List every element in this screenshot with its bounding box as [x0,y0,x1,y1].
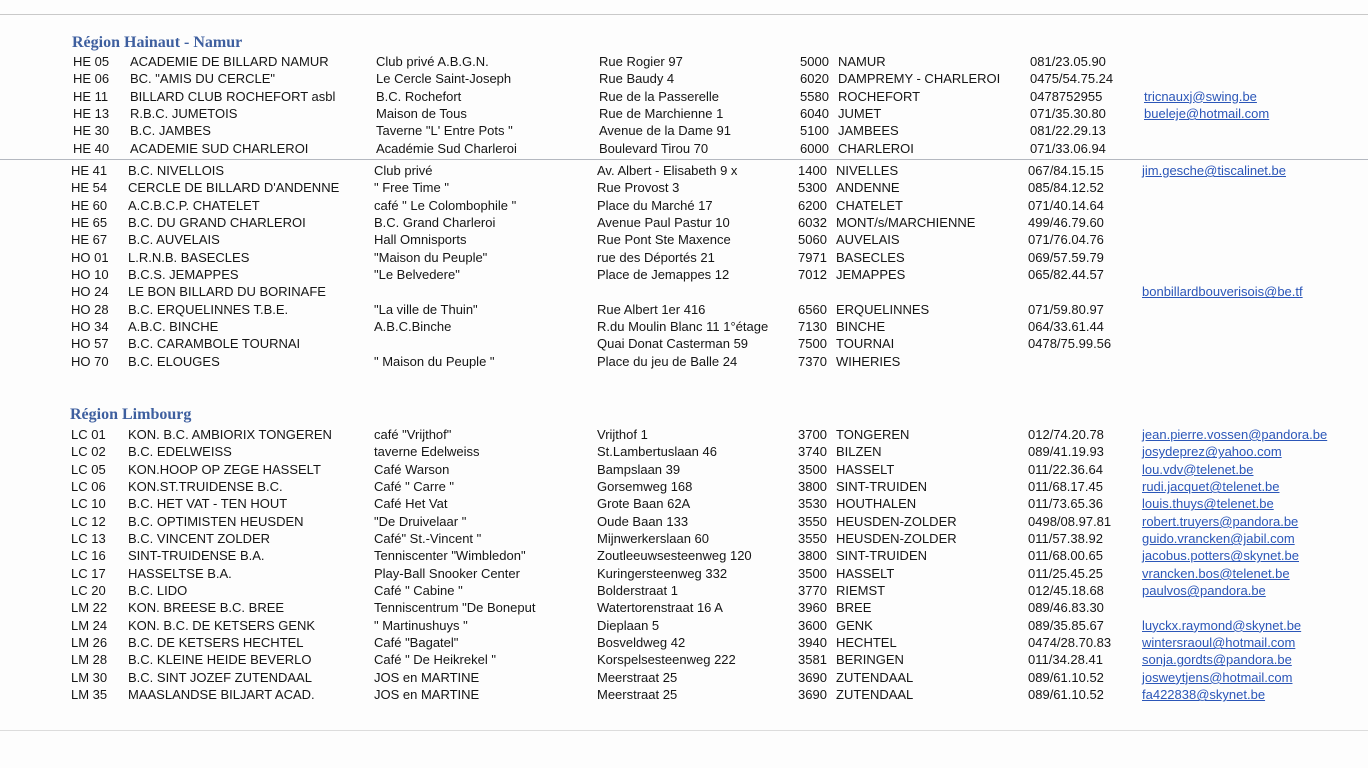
club-street: Place de Jemappes 12 [597,267,730,283]
club-city: ROCHEFORT [838,88,921,104]
club-city: BERINGEN [836,652,904,668]
phone-number: 0478752955 [1030,88,1103,104]
phone-number: 089/35.85.67 [1028,617,1104,633]
club-code: LC 01 [71,427,106,442]
club-name: B.C. JAMBES [130,123,211,139]
club-city: BASECLES [836,249,905,265]
phone-number: 071/35.30.80 [1030,106,1106,122]
club-name: R.B.C. JUMETOIS [130,106,238,122]
postal-code: 3600 [798,617,827,633]
club-street: Oude Baan 133 [597,513,689,529]
club-venue: Café " Carre " [374,479,455,495]
club-venue: B.C. Rochefort [376,88,462,104]
postal-code: 7370 [798,353,827,369]
phone-number: 011/22.36.64 [1028,461,1103,477]
club-street: Kuringersteenweg 332 [597,565,728,581]
club-list-hainaut-namur-part2 [0,162,1368,370]
club-street: Grote Baan 62A [597,496,691,512]
club-city: ZUTENDAAL [836,687,914,703]
club-row [0,179,1368,196]
club-name: KON. B.C. DE KETSERS GENK [128,617,316,633]
club-venue: Tenniscentrum "De Boneput [374,600,536,616]
postal-code: 1400 [798,163,827,178]
postal-code: 3800 [798,548,827,564]
club-street: Rue Albert 1er 416 [597,301,706,317]
club-city: SINT-TRUIDEN [836,479,927,495]
postal-code: 3960 [798,600,827,616]
club-code: LC 17 [71,565,106,581]
club-row [0,426,1368,443]
club-city: DAMPREMY - CHARLEROI [838,71,1001,87]
phone-number: 064/33.61.44 [1028,319,1104,335]
club-street: Gorsemweg 168 [597,479,693,495]
club-city: NAMUR [838,54,886,69]
club-venue: taverne Edelweiss [374,444,480,460]
phone-number: 012/45.18.68 [1028,583,1104,599]
club-row [0,122,1368,139]
club-code: HO 24 [71,284,109,300]
club-city: BILZEN [836,444,882,460]
club-city: JAMBEES [838,123,899,139]
email-link[interactable]: robert.truyers@pandora.be [1142,513,1299,529]
postal-code: 3940 [798,635,827,651]
club-street: Meerstraat 25 [597,687,678,703]
club-row [0,443,1368,460]
postal-code: 7130 [798,319,827,335]
club-street: Avenue de la Dame 91 [599,123,732,139]
postal-code: 6560 [798,301,827,317]
club-code: HE 54 [71,180,108,196]
club-name: B.C. VINCENT ZOLDER [128,531,271,547]
club-street: Bosveldweg 42 [597,635,686,651]
club-row [0,162,1368,179]
club-city: ERQUELINNES [836,301,930,317]
postal-code: 5580 [800,88,829,104]
club-name: B.C. CARAMBOLE TOURNAI [128,336,301,352]
email-link[interactable]: josydeprez@yahoo.com [1142,444,1282,460]
club-street: Place du Marché 17 [597,197,713,213]
club-city: HOUTHALEN [836,496,917,512]
email-link[interactable]: louis.thuys@telenet.be [1142,496,1274,512]
club-venue: Café "Bagatel" [374,635,459,651]
club-row [0,266,1368,283]
club-city: TOURNAI [836,336,895,352]
email-link[interactable]: bonbillardbouverisois@be.tf [1142,284,1303,300]
club-venue: "Maison du Peuple" [374,249,488,265]
club-row [0,301,1368,318]
club-name: BC. "AMIS DU CERCLE" [130,71,276,87]
club-row [0,353,1368,370]
club-code: LC 16 [71,548,106,564]
club-venue: "La ville de Thuin" [374,301,478,317]
club-city: JUMET [838,106,882,122]
club-venue: Café Het Vat [374,496,448,512]
club-row [0,335,1368,352]
club-venue: Hall Omnisports [374,232,467,248]
club-code: HO 70 [71,353,109,369]
club-code: HO 10 [71,267,109,283]
club-street: Rue Pont Ste Maxence [597,232,731,248]
phone-number: 012/74.20.78 [1028,427,1104,442]
club-street: Dieplaan 5 [597,617,660,633]
postal-code: 3550 [798,513,827,529]
club-row [0,197,1368,214]
postal-code: 6020 [800,71,829,87]
club-row [0,318,1368,335]
club-row [0,140,1368,157]
club-row [0,283,1368,300]
phone-number: 011/57.38.92 [1028,531,1103,547]
postal-code: 3700 [798,427,827,442]
club-name: LE BON BILLARD DU BORINAFE [128,284,326,300]
postal-code: 7012 [798,267,827,283]
region-title-limbourg: Région Limbourg [70,406,192,423]
postal-code: 5100 [800,123,829,139]
postal-code: 3500 [798,461,827,477]
club-code: LM 30 [71,669,108,685]
scan-divider [0,159,1368,160]
postal-code: 5060 [798,232,827,248]
phone-number: 011/25.45.25 [1028,565,1103,581]
phone-number: 067/84.15.15 [1028,163,1104,178]
club-name: L.R.N.B. BASECLES [128,249,250,265]
postal-code: 7500 [798,336,827,352]
club-name: KON.HOOP OP ZEGE HASSELT [128,461,321,477]
club-city: GENK [836,617,873,633]
club-row [0,565,1368,582]
club-code: LM 24 [71,617,108,633]
club-code: LC 05 [71,461,106,477]
club-venue: Taverne "L' Entre Pots " [376,123,513,139]
club-code: HO 01 [71,249,109,265]
club-venue: JOS en MARTINE [374,687,480,703]
club-row [0,53,1368,70]
club-row [0,478,1368,495]
club-row [0,88,1368,105]
club-street: St.Lambertuslaan 46 [597,444,717,460]
phone-number: 0475/54.75.24 [1030,71,1114,87]
club-row [0,461,1368,478]
club-name: B.C. KLEINE HEIDE BEVERLO [128,652,312,668]
club-code: HE 11 [73,88,109,104]
club-row [0,495,1368,512]
club-name: HASSELTSE B.A. [128,565,232,581]
postal-code: 6200 [798,197,827,213]
club-city: HASSELT [836,461,895,477]
club-street: Watertorenstraat 16 A [597,600,723,616]
club-name: B.C. DU GRAND CHARLEROI [128,215,306,231]
club-street: Bolderstraat 1 [597,583,678,599]
phone-number: 499/46.79.60 [1028,215,1104,231]
club-code: LC 13 [71,531,106,547]
postal-code: 3800 [798,479,827,495]
club-code: HE 60 [71,197,108,213]
postal-code: 3770 [798,583,827,599]
email-link[interactable]: sonja.gordts@pandora.be [1142,652,1292,668]
phone-number: 0478/75.99.56 [1028,336,1112,352]
club-name: B.C. EDELWEISS [128,444,232,460]
club-venue: " Maison du Peuple " [374,353,495,369]
club-code: LM 26 [71,635,108,651]
postal-code: 3690 [798,669,827,685]
postal-code: 6040 [800,106,829,122]
club-street: rue des Déportés 21 [597,249,715,265]
club-code: LM 35 [71,687,108,703]
phone-number: 065/82.44.57 [1028,267,1104,283]
club-street: Rue Rogier 97 [599,54,683,69]
club-row [0,582,1368,599]
club-code: LM 28 [71,652,108,668]
club-city: ZUTENDAAL [836,669,914,685]
club-venue: " Martinushuys " [374,617,468,633]
club-code: HE 06 [73,71,110,87]
club-city: ANDENNE [836,180,900,196]
phone-number: 071/33.06.94 [1030,140,1106,156]
phone-number: 081/23.05.90 [1030,54,1106,69]
club-street: Meerstraat 25 [597,669,678,685]
club-code: LC 20 [71,583,106,599]
club-name: B.C. HET VAT - TEN HOUT [128,496,288,512]
email-link[interactable]: jim.gesche@tiscalinet.be [1142,163,1286,178]
top-divider [0,14,1368,15]
club-name: B.C. ERQUELINNES T.B.E. [128,301,289,317]
phone-number: 011/68.17.45 [1028,479,1103,495]
email-link[interactable]: lou.vdv@telenet.be [1142,461,1254,477]
club-city: JEMAPPES [836,267,906,283]
club-city: WIHERIES [836,353,901,369]
club-city: CHARLEROI [838,140,914,156]
club-city: MONT/s/MARCHIENNE [836,215,976,231]
club-street: Avenue Paul Pastur 10 [597,215,730,231]
bottom-divider [0,730,1368,731]
club-street: Quai Donat Casterman 59 [597,336,749,352]
email-link[interactable]: fa422838@skynet.be [1142,687,1266,703]
club-street: Zoutleeuwsesteenweg 120 [597,548,752,564]
club-venue: Académie Sud Charleroi [376,140,517,156]
club-venue: JOS en MARTINE [374,669,480,685]
club-name: ACADEMIE DE BILLARD NAMUR [130,54,329,69]
club-name: B.C. OPTIMISTEN HEUSDEN [128,513,304,529]
club-code: LC 02 [71,444,106,460]
club-city: HECHTEL [836,635,897,651]
club-venue: Club privé A.B.G.N. [376,54,489,69]
club-row [0,669,1368,686]
club-row [0,547,1368,564]
club-street: Boulevard Tirou 70 [599,140,709,156]
club-name: B.C.S. JEMAPPES [128,267,239,283]
postal-code: 5000 [800,54,829,69]
club-street: Bampslaan 39 [597,461,681,477]
club-venue: B.C. Grand Charleroi [374,215,496,231]
club-street: Vrijthof 1 [597,427,648,442]
club-venue: Club privé [374,163,433,178]
club-venue: Café Warson [374,461,450,477]
phone-number: 071/59.80.97 [1028,301,1104,317]
club-row [0,214,1368,231]
club-code: HO 28 [71,301,109,317]
club-row [0,686,1368,703]
club-city: SINT-TRUIDEN [836,548,927,564]
club-code: LC 12 [71,513,106,529]
club-name: B.C. AUVELAIS [128,232,220,248]
club-row [0,513,1368,530]
club-venue: Play-Ball Snooker Center [374,565,520,581]
email-link[interactable]: vrancken.bos@telenet.be [1142,565,1290,581]
club-list-hainaut-namur-part1 [0,53,1368,157]
postal-code: 3500 [798,565,827,581]
club-name: B.C. DE KETSERS HECHTEL [128,635,304,651]
postal-code: 6000 [800,140,829,156]
club-venue: A.B.C.Binche [374,319,452,335]
club-venue: café " Le Colombophile " [374,197,517,213]
club-venue: Le Cercle Saint-Joseph [376,71,512,87]
club-code: LM 22 [71,600,108,616]
club-venue: Café" St.-Vincent " [374,531,482,547]
postal-code: 3530 [798,496,827,512]
club-street: Korspelsesteenweg 222 [597,652,736,668]
phone-number: 089/41.19.93 [1028,444,1104,460]
club-name: SINT-TRUIDENSE B.A. [128,548,265,564]
club-row [0,105,1368,122]
club-street: R.du Moulin Blanc 11 1°étage [597,319,769,335]
postal-code: 5300 [798,180,827,196]
club-city: HEUSDEN-ZOLDER [836,531,957,547]
phone-number: 069/57.59.79 [1028,249,1104,265]
postal-code: 7971 [798,249,827,265]
club-name: B.C. ELOUGES [128,353,220,369]
club-code: HE 05 [73,54,110,69]
club-code: HE 67 [71,232,108,248]
club-code: HE 40 [73,140,110,156]
phone-number: 089/61.10.52 [1028,687,1104,703]
club-city: RIEMST [836,583,886,599]
email-link[interactable]: tricnauxj@swing.be [1144,88,1257,104]
club-venue: Café " De Heikrekel " [374,652,496,668]
club-city: HASSELT [836,565,895,581]
club-city: NIVELLES [836,163,899,178]
postal-code: 3581 [798,652,827,668]
club-code: LC 10 [71,496,106,512]
club-city: HEUSDEN-ZOLDER [836,513,957,529]
phone-number: 089/46.83.30 [1028,600,1104,616]
club-name: B.C. LIDO [128,583,188,599]
email-link[interactable]: luyckx.raymond@skynet.be [1142,617,1302,633]
club-street: Place du jeu de Balle 24 [597,353,738,369]
club-row [0,617,1368,634]
club-row [0,599,1368,616]
club-city: BREE [836,600,872,616]
club-name: MAASLANDSE BILJART ACAD. [128,687,315,703]
club-code: LC 06 [71,479,106,495]
email-link[interactable]: jacobus.potters@skynet.be [1142,548,1300,564]
region-title-hainaut-namur: Région Hainaut - Namur [72,34,243,51]
club-name: CERCLE DE BILLARD D'ANDENNE [128,180,340,196]
email-link[interactable]: guido.vrancken@jabil.com [1142,531,1295,547]
club-row [0,651,1368,668]
club-city: BINCHE [836,319,886,335]
club-venue: Café " Cabine " [374,583,463,599]
club-code: HO 34 [71,319,109,335]
email-link[interactable]: rudi.jacquet@telenet.be [1142,479,1280,495]
club-code: HE 41 [71,163,108,178]
phone-number: 0474/28.70.83 [1028,635,1112,651]
club-row [0,70,1368,87]
club-row [0,249,1368,266]
club-list-limbourg [0,426,1368,704]
email-link[interactable]: jean.pierre.vossen@pandora.be [1142,427,1328,442]
club-code: HE 13 [73,106,110,122]
phone-number: 071/76.04.76 [1028,232,1104,248]
email-link[interactable]: paulvos@pandora.be [1142,583,1266,599]
email-link[interactable]: wintersraoul@hotmail.com [1142,635,1296,651]
phone-number: 085/84.12.52 [1028,180,1104,196]
phone-number: 081/22.29.13 [1030,123,1106,139]
club-city: AUVELAIS [836,232,900,248]
postal-code: 3690 [798,687,827,703]
club-venue: " Free Time " [374,180,449,196]
club-venue: café "Vrijthof" [374,427,452,442]
club-name: ACADEMIE SUD CHARLEROI [130,140,309,156]
club-name: KON.ST.TRUIDENSE B.C. [128,479,283,495]
club-row [0,634,1368,651]
phone-number: 071/40.14.64 [1028,197,1104,213]
club-city: CHATELET [836,197,903,213]
club-name: B.C. SINT JOZEF ZUTENDAAL [128,669,312,685]
club-code: HO 57 [71,336,109,352]
club-street: Rue Provost 3 [597,180,680,196]
club-street: Mijnwerkerslaan 60 [597,531,709,547]
club-street: Av. Albert - Elisabeth 9 x [597,163,738,178]
club-street: Rue de Marchienne 1 [599,106,724,122]
club-venue: "De Druivelaar " [374,513,467,529]
club-venue: Tenniscenter "Wimbledon" [374,548,526,564]
club-name: B.C. NIVELLOIS [128,163,225,178]
club-city: TONGEREN [836,427,910,442]
phone-number: 011/34.28.41 [1028,652,1103,668]
email-link[interactable]: josweytjens@hotmail.com [1142,669,1293,685]
club-row [0,530,1368,547]
club-name: A.B.C. BINCHE [128,319,219,335]
club-name: KON. BREESE B.C. BREE [128,600,285,616]
club-name: A.C.B.C.P. CHATELET [128,197,260,213]
club-code: HE 30 [73,123,110,139]
club-street: Rue Baudy 4 [599,71,675,87]
postal-code: 3740 [798,444,827,460]
postal-code: 3550 [798,531,827,547]
phone-number: 089/61.10.52 [1028,669,1104,685]
club-name: KON. B.C. AMBIORIX TONGEREN [128,427,332,442]
club-venue: "Le Belvedere" [374,267,460,283]
postal-code: 6032 [798,215,827,231]
club-code: HE 65 [71,215,108,231]
phone-number: 011/73.65.36 [1028,496,1103,512]
club-name: BILLARD CLUB ROCHEFORT asbl [130,88,336,104]
phone-number: 0498/08.97.81 [1028,513,1112,529]
club-street: Rue de la Passerelle [599,88,719,104]
club-venue: Maison de Tous [376,106,467,122]
club-row [0,231,1368,248]
email-link[interactable]: bueleje@hotmail.com [1144,106,1270,122]
phone-number: 011/68.00.65 [1028,548,1103,564]
